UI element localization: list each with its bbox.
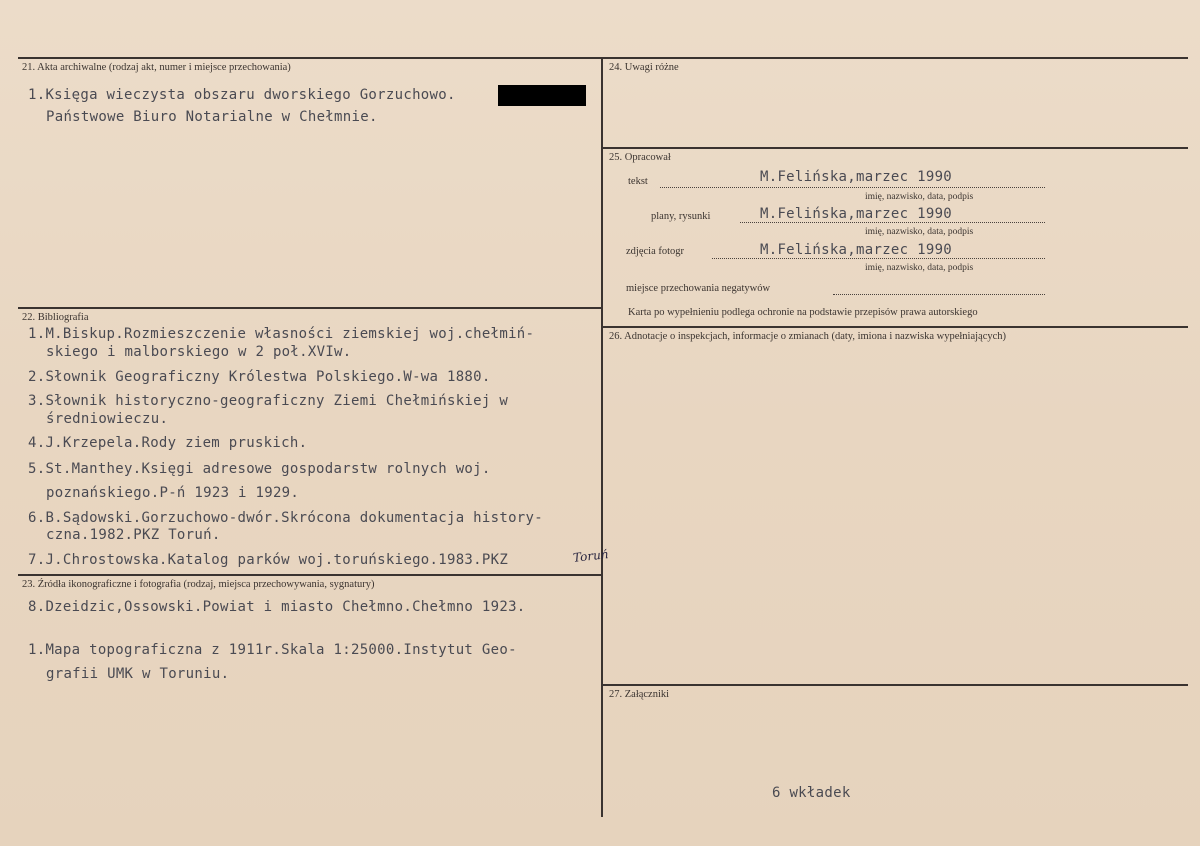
bib-line-10: czna.1982.PKZ Toruń. — [46, 527, 221, 543]
miejsce-dotline — [833, 294, 1045, 295]
rule-22-23 — [18, 574, 601, 576]
tekst-hint: imię, nazwisko, data, podpis — [865, 192, 974, 202]
rule-24-25 — [603, 147, 1188, 149]
plany-value: M.Felińska,marzec 1990 — [760, 206, 953, 222]
section-24-label: 24. Uwagi różne — [609, 62, 679, 73]
bib-line-7: 5.St.Manthey.Księgi adresowe gospodarstw rolnych woj. — [28, 461, 491, 477]
redaction-box — [498, 85, 586, 106]
section-27-label: 27. Załączniki — [609, 689, 670, 700]
plany-hint: imię, nazwisko, data, podpis — [865, 227, 974, 237]
bib-line-1: 1.M.Biskup.Rozmieszczenie własności ziemskiej woj.chełmiń- — [28, 326, 535, 342]
icon-source-line-2: 1.Mapa topograficzna z 1911r.Skala 1:25000.Instytut Geo- — [28, 642, 517, 658]
bib-line-2: skiego i malborskiego w 2 poł.XVIw. — [46, 344, 352, 360]
attachments-value: 6 wkładek — [772, 785, 851, 801]
tekst-dotline — [660, 187, 1045, 188]
bib-line-11: 7.J.Chrostowska.Katalog parków woj.toruńskiego.1983.PKZ — [28, 552, 509, 568]
bib-line-4: 3.Słownik historyczno-geograficzny Ziemi Chełmińskiej w — [28, 393, 509, 409]
karta-note: Karta po wypełnieniu podlega ochronie na podstawie przepisów prawa autorskiego — [628, 307, 978, 318]
section-21-label: 21. Akta archiwalne (rodzaj akt, numer i miejsce przechowania) — [22, 62, 291, 73]
handwritten-torun: Toruń — [572, 547, 610, 565]
icon-source-line-1: 8.Dzeidzic,Ossowski.Powiat i miasto Chełmno.Chełmno 1923. — [28, 599, 526, 615]
bib-line-6: 4.J.Krzepela.Rody ziem pruskich. — [28, 435, 308, 451]
rule-21-22 — [18, 307, 601, 309]
tekst-label: tekst — [628, 176, 648, 187]
zdjecia-hint: imię, nazwisko, data, podpis — [865, 263, 974, 273]
icon-source-line-3: grafii UMK w Toruniu. — [46, 666, 230, 682]
plany-dotline — [740, 222, 1045, 223]
tekst-value: M.Felińska,marzec 1990 — [760, 169, 953, 185]
bib-line-3: 2.Słownik Geograficzny Królestwa Polskiego.W-wa 1880. — [28, 369, 491, 385]
center-divider — [601, 57, 603, 817]
plany-label: plany, rysunki — [651, 211, 711, 222]
bib-line-9: 6.B.Sądowski.Gorzuchowo-dwór.Skrócona dokumentacja history- — [28, 510, 543, 526]
rule-25-26 — [603, 326, 1188, 328]
top-rule — [18, 57, 1188, 59]
section-23-label: 23. Źródła ikonograficzne i fotografia (rodzaj, miejsca przechowywania, sygnatury) — [22, 579, 375, 590]
rule-26-27 — [603, 684, 1188, 686]
bib-line-5: średniowieczu. — [46, 411, 169, 427]
zdjecia-dotline — [712, 258, 1045, 259]
section-21-line-1: 1.Księga wieczysta obszaru dworskiego Gorzuchowo. — [28, 87, 456, 103]
section-25-label: 25. Opracował — [609, 152, 671, 163]
bib-line-8: poznańskiego.P-ń 1923 i 1929. — [46, 485, 300, 501]
zdjecia-value: M.Felińska,marzec 1990 — [760, 242, 953, 258]
zdjecia-label: zdjęcia fotogr — [626, 246, 685, 257]
section-21-line-2: Państwowe Biuro Notarialne w Chełmnie. — [46, 109, 378, 125]
miejsce-label: miejsce przechowania negatywów — [626, 283, 771, 294]
section-26-label: 26. Adnotacje o inspekcjach, informacje o zmianach (daty, imiona i nazwiska wypełniających) — [609, 331, 1007, 342]
section-22-label: 22. Bibliografia — [22, 312, 89, 323]
